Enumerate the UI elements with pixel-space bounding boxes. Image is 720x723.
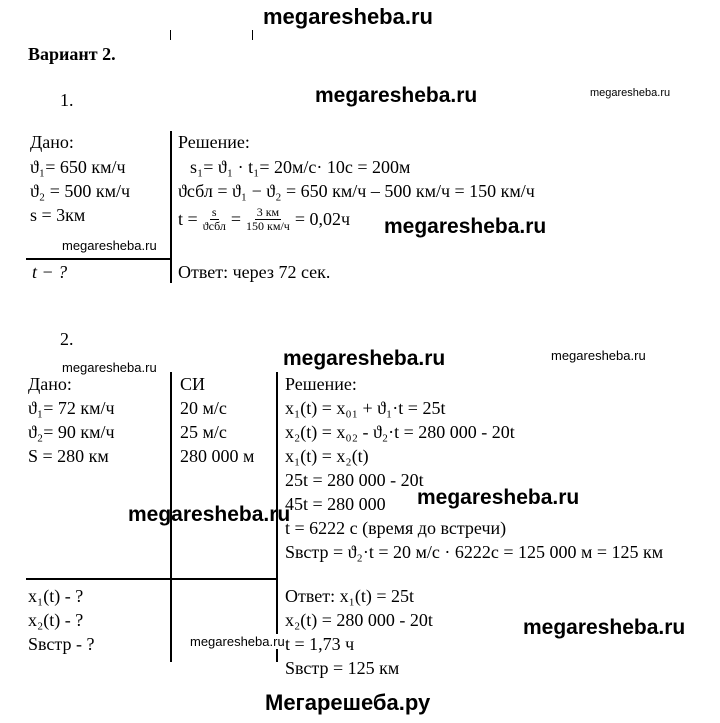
watermark: megaresheba.ru bbox=[283, 347, 446, 370]
find-item: x₂(t) - ? bbox=[28, 610, 84, 630]
watermark: megaresheba.ru bbox=[62, 238, 157, 253]
answer-line: Ответ: x₁(t) = 25t bbox=[285, 586, 415, 606]
given-item: ϑ₂= 90 км/ч bbox=[28, 422, 115, 442]
solution-line: 45t = 280 000 bbox=[285, 494, 386, 514]
divider-vertical bbox=[170, 131, 172, 283]
problem2-number: 2. bbox=[60, 329, 74, 349]
watermark: megaresheba.ru bbox=[551, 348, 646, 363]
footer-brand[interactable]: Мегарешеба.ру bbox=[265, 690, 431, 715]
watermark: megaresheba.ru bbox=[384, 215, 547, 238]
watermark: megaresheba.ru bbox=[417, 486, 580, 509]
fraction bbox=[244, 206, 292, 233]
given-item: ϑ₁= 72 км/ч bbox=[28, 398, 115, 418]
solution-label: Решение: bbox=[285, 374, 357, 394]
header-tick bbox=[252, 30, 253, 40]
solution-line: x₁(t) = x₂(t) bbox=[285, 446, 369, 466]
solution-label: Решение: bbox=[178, 132, 250, 152]
watermark: megaresheba.ru bbox=[523, 616, 686, 639]
fraction-numerator: 3 км bbox=[256, 204, 280, 219]
fraction-denominator: 150 км/ч bbox=[246, 218, 290, 233]
answer: Ответ: через 72 сек. bbox=[178, 262, 331, 282]
header-site[interactable]: megaresheba.ru bbox=[263, 4, 433, 29]
solution-line: Sвстр = ϑ₂·t = 20 м/с · 6222с = 125 000 м = 125 км bbox=[285, 542, 664, 562]
given-item: s = 3км bbox=[30, 205, 86, 225]
solution-line: t = 6222 с (время до встречи) bbox=[285, 518, 507, 538]
find-item: x₁(t) - ? bbox=[28, 586, 84, 606]
watermark: megaresheba.ru bbox=[128, 503, 291, 526]
answer-line: Sвстр = 125 км bbox=[285, 658, 400, 678]
solution-line: x₁(t) = x₀₁ + ϑ₁·t = 25t bbox=[285, 398, 446, 418]
t-suffix: = 0,02ч bbox=[294, 209, 351, 229]
watermark: megaresheba.ru bbox=[62, 360, 157, 375]
fraction bbox=[201, 206, 228, 233]
si-label: СИ bbox=[180, 374, 206, 394]
given-item: S = 280 км bbox=[28, 446, 109, 466]
si-item: 280 000 м bbox=[180, 446, 255, 466]
solution-line: x₂(t) = x₀₂ - ϑ₂·t = 280 000 - 20t bbox=[285, 422, 515, 442]
watermark: megaresheba.ru bbox=[190, 634, 285, 649]
variant-title: Вариант 2. bbox=[28, 44, 116, 64]
solution-line: ϑсбл = ϑ₁ − ϑ₂ = 650 км/ч – 500 км/ч = 150 км/ч bbox=[178, 181, 535, 201]
given-label: Дано: bbox=[28, 374, 72, 394]
solution-line: s₁= ϑ₁ · t₁= 20м/с· 10с = 200м bbox=[190, 157, 411, 177]
given-item: ϑ₁= 650 км/ч bbox=[30, 157, 126, 177]
header-tick bbox=[170, 30, 171, 40]
fraction-denominator: ϑсбл bbox=[202, 218, 226, 233]
t-prefix: t = bbox=[178, 209, 198, 229]
watermark: megaresheba.ru bbox=[315, 84, 478, 107]
answer-line: t = 1,73 ч bbox=[285, 634, 355, 654]
solution-fraction-line: t = $\frac{s}{\text{ϑсбл}}$ = $\frac{3 км}{150 км/ч}$ = 0,02ч bbox=[178, 204, 351, 233]
si-item: 20 м/с bbox=[180, 398, 227, 418]
problem1-number: 1. bbox=[60, 90, 74, 110]
given-label: Дано: bbox=[30, 132, 74, 152]
solution-line: 25t = 280 000 - 20t bbox=[285, 470, 424, 490]
given-item: ϑ₂ = 500 км/ч bbox=[30, 181, 131, 201]
fraction-numerator: s bbox=[211, 204, 217, 219]
find-item: Sвстр - ? bbox=[28, 634, 95, 654]
divider-horizontal bbox=[26, 578, 276, 580]
find-item: t − ? bbox=[32, 262, 68, 282]
answer-line: x₂(t) = 280 000 - 20t bbox=[285, 610, 433, 630]
si-item: 25 м/с bbox=[180, 422, 227, 442]
watermark: megaresheba.ru bbox=[590, 87, 671, 99]
